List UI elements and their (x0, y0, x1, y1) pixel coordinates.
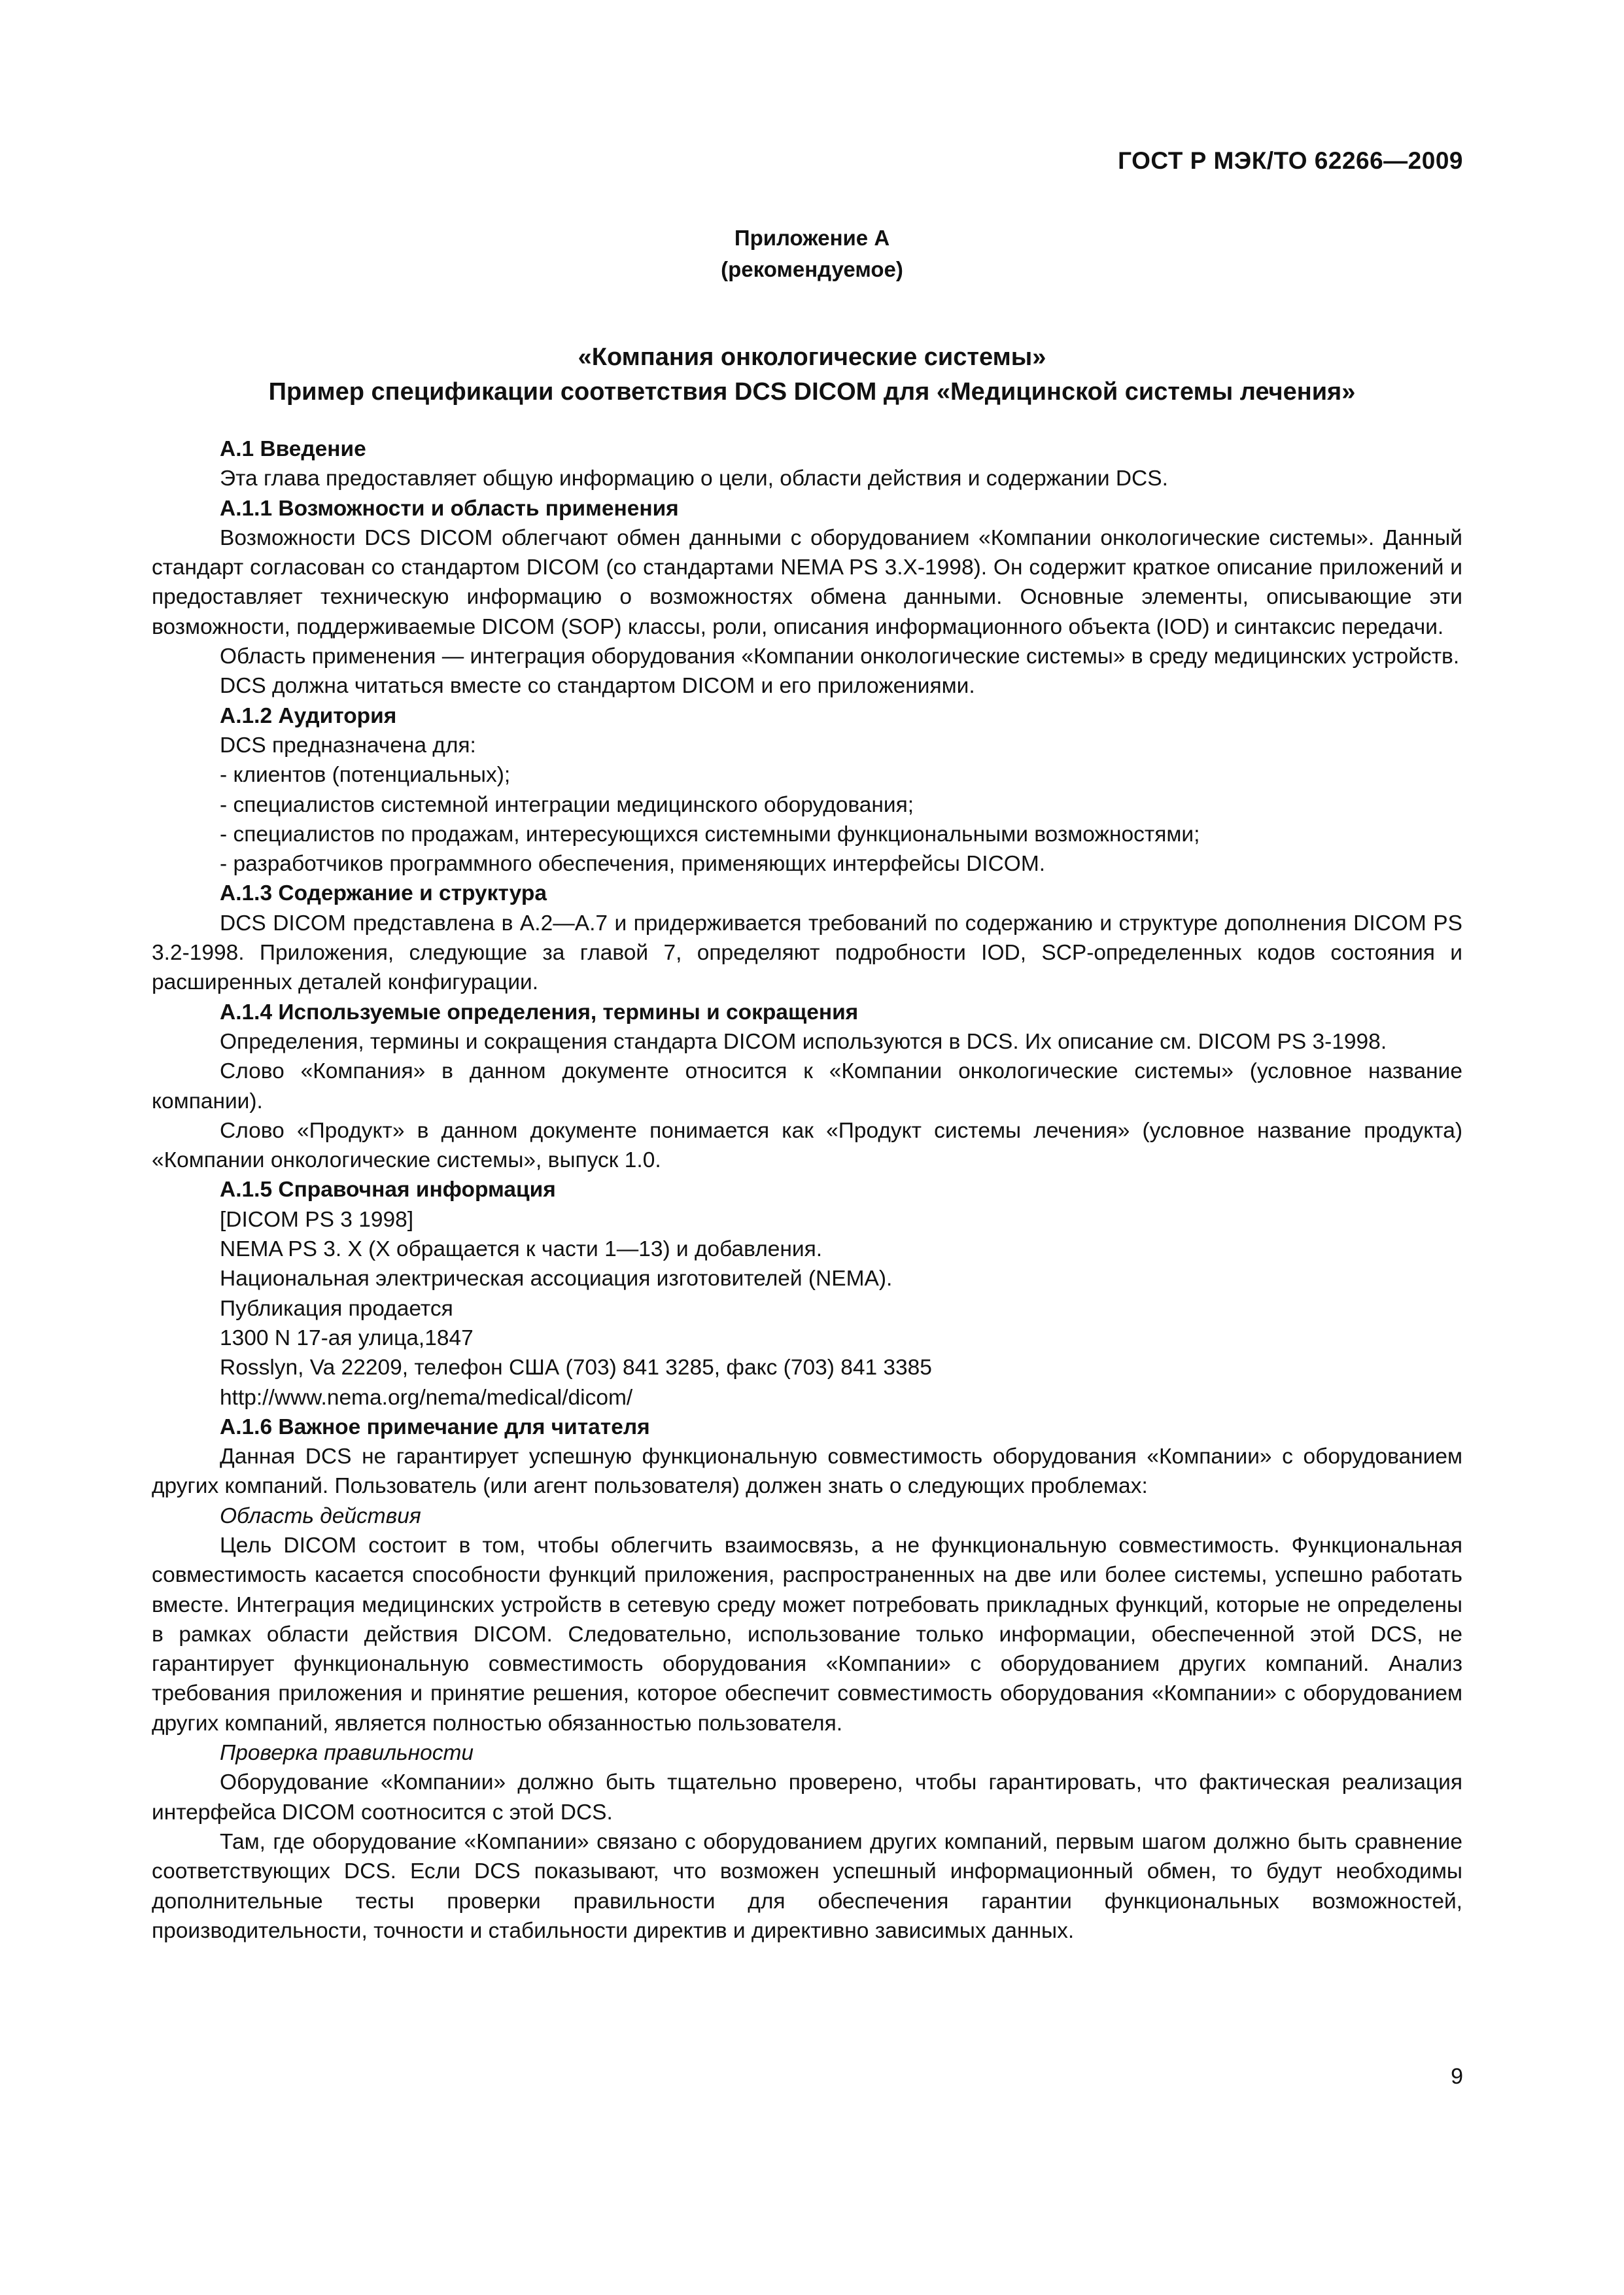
list-item: - специалистов по продажам, интересующихся системными функциональными возможностями; (220, 822, 1200, 847)
section-heading: А.1.1 Возможности и область применения (220, 496, 679, 521)
title-subject: Пример спецификации соответствия DCS DICOM для «Медицинской системы лечения» (268, 378, 1356, 406)
section-heading: А.1.6 Важное примечание для читателя (220, 1414, 650, 1439)
paragraph: Там, где оборудование «Компании» связано с оборудованием других компаний, первым шагом должно быть сравнение соответствующих DCS. Если DCS показывают, что возможен успешный информационный обмен, то будут необходимы дополнительные тесты проверки правильности для обеспечения гарантии функциональных возможностей, производительности, точности и стабильности директив и директивно зависимых данных. (152, 1829, 1462, 1943)
paragraph: Возможности DCS DICOM облегчают обмен данными с оборудованием «Компании онкологические системы». Данный стандарт согласован со стандартом DICOM (со стандартами NEMA PS 3.X-1998). Он содержит краткое описание приложений и предоставляет техническую информацию о возможностях обмена данными. Основные элементы, описывающие эти возможности, поддерживаемые DICOM (SOP) классы, роли, описания информационного объекта (IOD) и синтаксис передачи. (152, 525, 1462, 639)
page-number: 9 (1451, 2064, 1463, 2089)
appendix-label: Приложение А (734, 226, 890, 250)
appendix-heading (0, 222, 1624, 285)
subheading: Область действия (220, 1503, 421, 1528)
reference-line: 1300 N 17-ая улица,1847 (220, 1325, 474, 1350)
paragraph: Оборудование «Компании» должно быть тщательно проверено, чтобы гарантировать, что фактическая реализация интерфейса DICOM соотносится с этой DCS. (152, 1770, 1462, 1825)
reference-line: [DICOM PS 3 1998] (220, 1207, 414, 1232)
paragraph: DCS должна читаться вместе со стандартом DICOM и его приложениями. (220, 674, 975, 699)
paragraph: Слово «Продукт» в данном документе понимается как «Продукт системы лечения» (условное название продукта) «Компании онкологические системы», выпуск 1.0. (152, 1118, 1462, 1173)
list-item: - специалистов системной интеграции медицинского оборудования; (220, 792, 914, 817)
paragraph: Область применения — интеграция оборудования «Компании онкологические системы» в среду медицинских устройств. (220, 644, 1460, 669)
subheading: Проверка правильности (220, 1741, 474, 1766)
section-heading: А.1.4 Используемые определения, термины и сокращения (220, 1000, 859, 1025)
title-company: «Компания онкологические системы» (578, 343, 1046, 371)
appendix-status: (рекомендуемое) (721, 257, 903, 281)
reference-line: Публикация продается (220, 1296, 453, 1321)
document-body (152, 434, 1462, 1946)
paragraph: Слово «Компания» в данном документе относится к «Компании онкологические системы» (условное название компании). (152, 1059, 1462, 1113)
paragraph: Эта глава предоставляет общую информацию о цели, области действия и содержании DCS. (220, 466, 1168, 491)
reference-line: Национальная электрическая ассоциация изготовителей (NEMA). (220, 1267, 893, 1291)
document-title (0, 340, 1624, 410)
paragraph: Данная DCS не гарантирует успешную функциональную совместимость оборудования «Компании» с оборудованием других компаний. Пользователь (или агент пользователя) должен знать о следующих проблемах: (152, 1445, 1462, 1499)
paragraph: DCS DICOM представлена в А.2—А.7 и придерживается требований по содержанию и структуре дополнения DICOM PS 3.2-1998. Приложения, следующие за главой 7, определяют подробности IOD, SCP-определенных кодов состояния и расширенных деталей конфигурации. (152, 911, 1462, 995)
list-item: - разработчиков программного обеспечения, применяющих интерфейсы DICOM. (220, 852, 1046, 877)
paragraph: DCS предназначена для: (220, 733, 476, 758)
reference-line: Rosslyn, Va 22209, телефон США (703) 841 3285, факс (703) 841 3385 (220, 1356, 932, 1380)
reference-line: NEMA PS 3. X (X обращается к части 1—13) и добавления. (220, 1237, 823, 1262)
reference-url: http://www.nema.org/nema/medical/dicom/ (220, 1385, 633, 1410)
paragraph: Определения, термины и сокращения стандарта DICOM используются в DCS. Их описание см. DICOM PS 3-1998. (220, 1029, 1387, 1054)
section-heading: А.1.2 Аудитория (220, 703, 397, 728)
list-item: - клиентов (потенциальных); (220, 763, 511, 788)
paragraph: Цель DICOM состоит в том, чтобы облегчить взаимосвязь, а не функциональную совместимость. Функциональная совместимость касается способности функций приложения, распространенных на две или более системы, успешно работать вместе. Интеграция медицинских устройств в сетевую среду может потребовать прикладных функций, которые не определены в рамках области действия DICOM. Следовательно, использование только информации, обеспеченной этой DCS, не гарантирует функциональную совместимость оборудования «Компании» с оборудованием других компаний. Анализ требования приложения и принятие решения, которое обеспечит совместимость оборудования «Компании» с оборудованием других компаний, является полностью обязанностью пользователя. (152, 1533, 1462, 1736)
document-code: ГОСТ Р МЭК/ТО 62266—2009 (1118, 147, 1463, 174)
section-heading: А.1.3 Содержание и структура (220, 881, 547, 906)
section-heading: А.1 Введение (220, 437, 366, 461)
section-heading: А.1.5 Справочная информация (220, 1178, 556, 1202)
